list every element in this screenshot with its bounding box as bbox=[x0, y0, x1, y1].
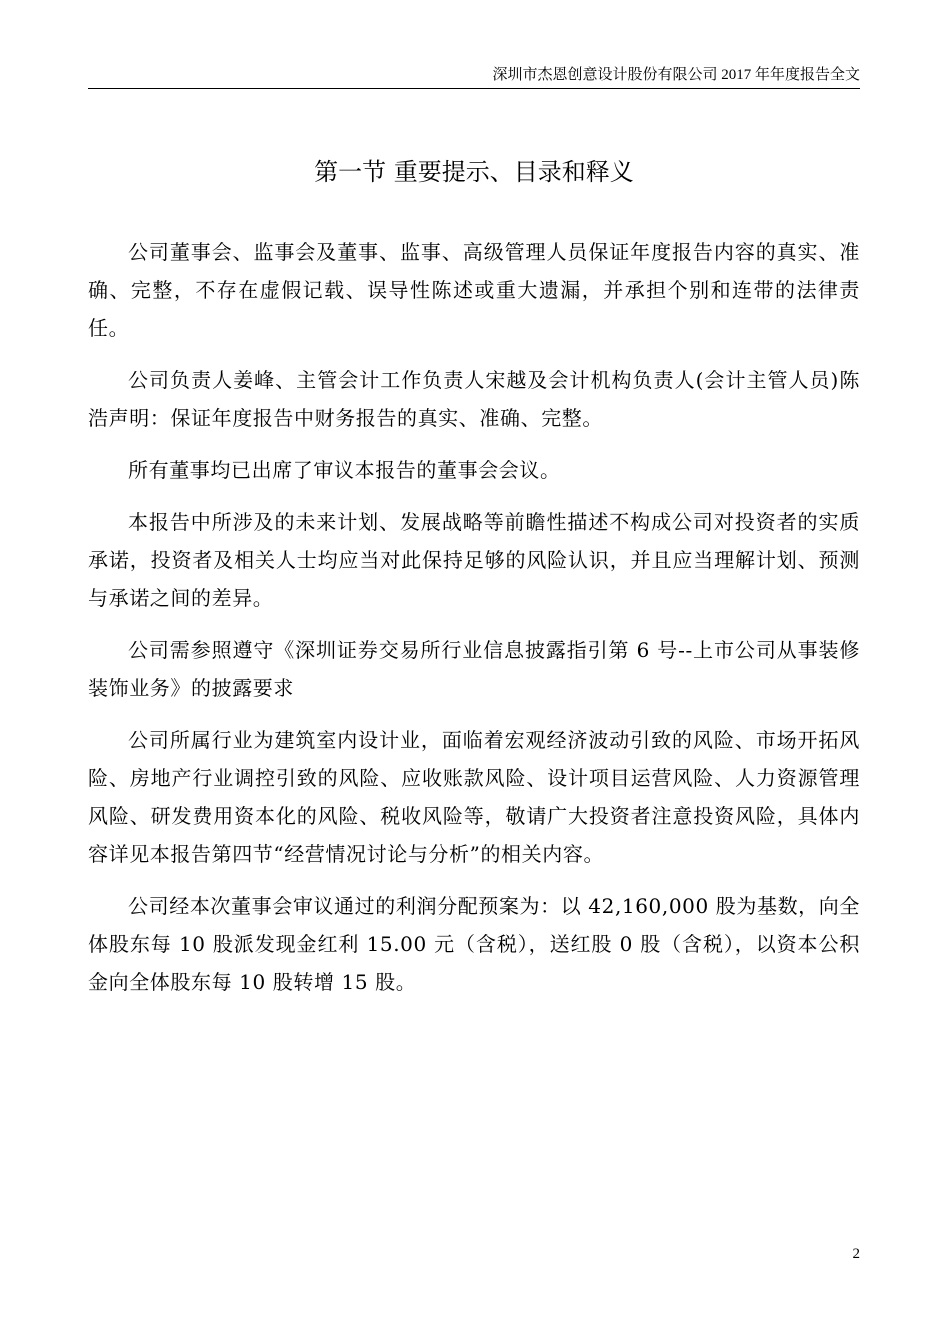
paragraph-profit-distribution: 公司经本次董事会审议通过的利润分配预案为：以 42,160,000 股为基数，向全体股东每 10 股派发现金红利 15.00 元（含税），送红股 0 股（含税），以资本公积金向全体股东每 10 股转增 15 股。 bbox=[88, 894, 860, 994]
paragraph-responsibility-statement: 公司董事会、监事会及董事、监事、高级管理人员保证年度报告内容的真实、准确、完整，不存在虚假记载、误导性陈述或重大遗漏，并承担个别和连带的法律责任。 bbox=[88, 240, 860, 340]
page-number: 2 bbox=[852, 1246, 860, 1262]
running-header: 深圳市杰恩创意设计股份有限公司 2017 年年度报告全文 bbox=[492, 67, 860, 83]
section-title: 第一节 重要提示、目录和释义 bbox=[314, 158, 634, 186]
paragraph-financial-declaration: 公司负责人姜峰、主管会计工作负责人宋越及会计机构负责人(会计主管人员)陈浩声明：保证年度报告中财务报告的真实、准确、完整。 bbox=[88, 368, 860, 430]
document-body bbox=[88, 233, 860, 1015]
header-divider bbox=[88, 88, 860, 89]
paragraph-forward-looking: 本报告中所涉及的未来计划、发展战略等前瞻性描述不构成公司对投资者的实质承诺，投资者及相关人士均应当对此保持足够的风险认识，并且应当理解计划、预测与承诺之间的差异。 bbox=[88, 510, 860, 610]
paragraph-risk-factors: 公司所属行业为建筑室内设计业，面临着宏观经济波动引致的风险、市场开拓风险、房地产行业调控引致的风险、应收账款风险、设计项目运营风险、人力资源管理风险、研发费用资本化的风险、税收风险等，敬请广大投资者注意投资风险，具体内容详见本报告第四节“经营情况讨论与分析”的相关内容。 bbox=[88, 728, 860, 866]
paragraph-board-attendance: 所有董事均已出席了审议本报告的董事会会议。 bbox=[128, 458, 561, 482]
paragraph-disclosure-guideline: 公司需参照遵守《深圳证券交易所行业信息披露指引第 6 号--上市公司从事装修装饰业务》的披露要求 bbox=[88, 638, 860, 700]
